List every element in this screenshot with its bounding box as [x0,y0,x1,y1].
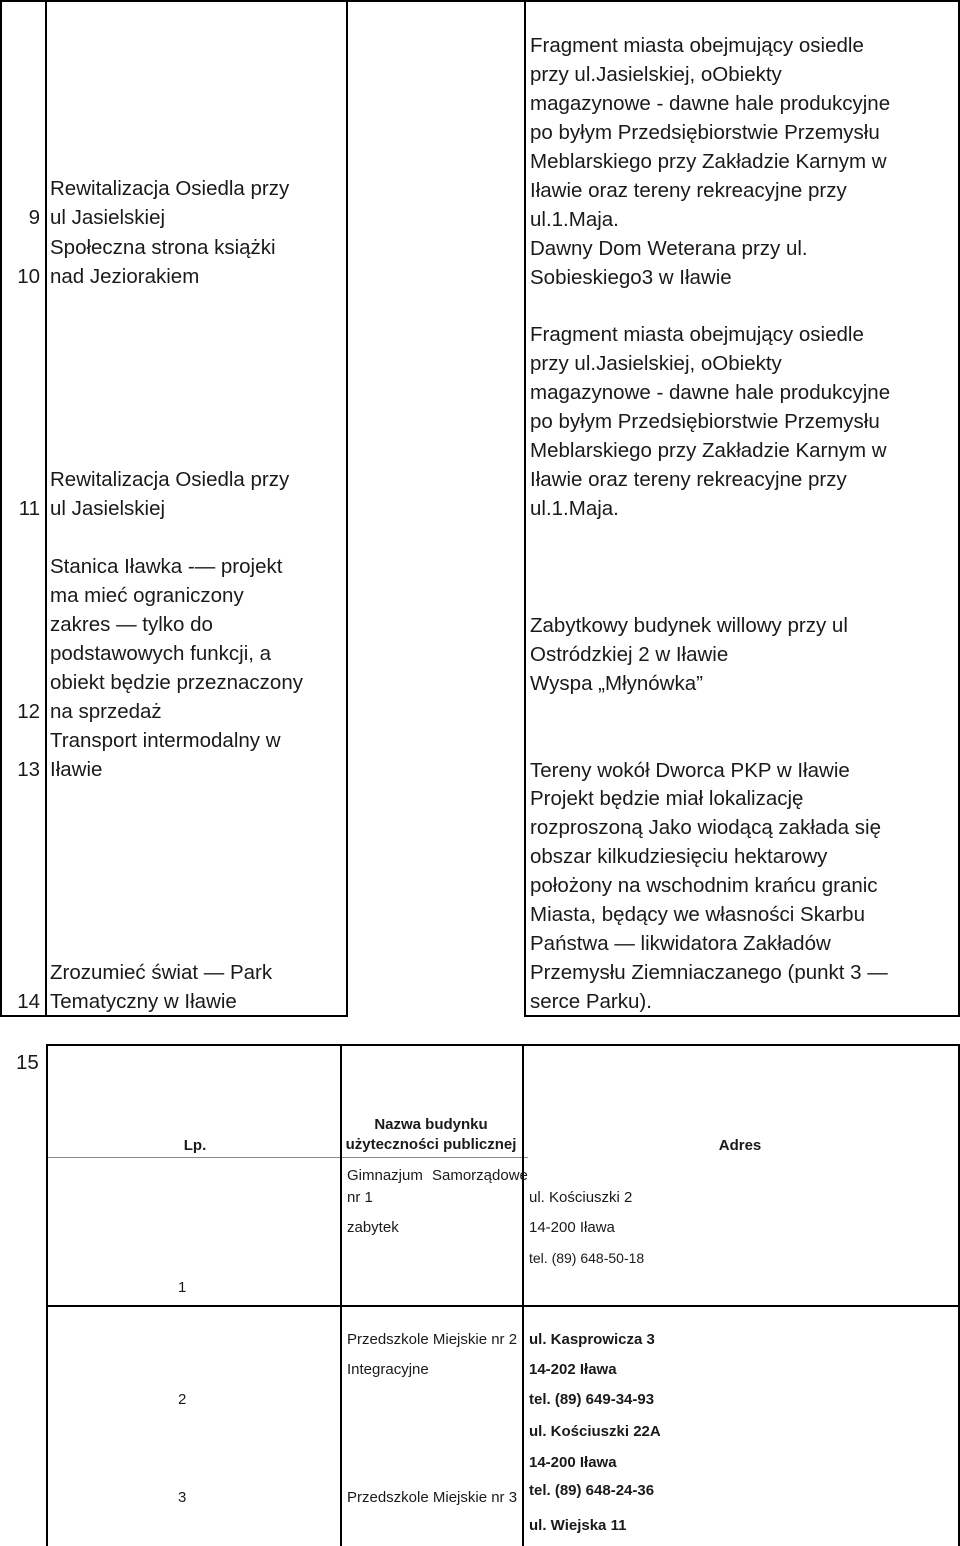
lower-table-top-border [46,1044,960,1046]
location-line: Iławie oraz tereny rekreacyjne przy [530,179,847,202]
project-name-line: Społeczna strona książki [50,236,276,259]
lp-number: 1 [178,1279,187,1296]
location-line: po byłym Przedsiębiorstwie Przemysłu [530,410,880,433]
location-line: serce Parku). [530,990,652,1013]
header-address: Adres [718,1137,762,1154]
location-line: magazynowe - dawne hale produkcyjne [530,92,891,115]
row-number: 12 [17,700,40,723]
project-name-line: Rewitalizacja Osiedla przy [50,468,290,491]
upper-table-col-divider-num [45,0,47,1017]
project-name-line: na sprzedaż [50,700,162,723]
project-name-line: nad Jeziorakiem [50,265,200,288]
location-line: po byłym Przedsiębiorstwie Przemysłu [530,121,880,144]
address-line: ul. Kościuszki 2 [529,1189,633,1206]
lower-table-row-divider [46,1305,960,1307]
location-line: Meblarskiego przy Zakładzie Karnym w [530,150,887,173]
row-number: 13 [17,758,40,781]
address-line: 14-202 Iława [529,1361,617,1378]
building-name: Samorządowe [432,1167,528,1184]
row-number: 10 [17,265,40,288]
lower-table-left-border [46,1044,48,1546]
row-number: 14 [17,990,40,1013]
lower-table-header-underline [48,1157,528,1158]
project-name-line: zakres — tylko do [50,613,213,636]
project-name-line: Stanica Iławka -— projekt [50,555,283,578]
address-line: ul. Kasprowicza 3 [529,1331,655,1348]
address-line: ul. Wiejska 11 [529,1517,627,1534]
project-name-line: obiekt będzie przeznaczony [50,671,303,694]
project-name-line: Tematyczny w Iławie [50,990,237,1013]
location-line: położony na wschodnim krańcu granic [530,874,878,897]
location-line: ul.1.Maja. [530,497,619,520]
building-name: zabytek [347,1219,399,1236]
address-line: tel. (89) 649-34-93 [529,1391,655,1408]
location-line: ul.1.Maja. [530,208,619,231]
lower-table-col-divider-address [522,1044,524,1546]
location-line: rozproszoną Jako wiodącą zakłada się [530,816,881,839]
project-name-line: Transport intermodalny w [50,729,281,752]
location-line: Iławie oraz tereny rekreacyjne przy [530,468,847,491]
upper-table-top-border [0,0,960,2]
project-name-line: ma mieć ograniczony [50,584,244,607]
address-line: ul. Kościuszki 22A [529,1423,661,1440]
lp-number: 2 [178,1391,187,1408]
location-line: Dawny Dom Weterana przy ul. [530,237,808,260]
location-line: obszar kilkudziesięciu hektarowy [530,845,828,868]
location-line: przy ul.Jasielskiej, oObiekty [530,352,782,375]
header-lp: Lp. [183,1137,207,1154]
location-line: Projekt będzie miał lokalizację [530,787,804,810]
location-line: Zabytkowy budynek willowy przy ul [530,614,848,637]
building-name: Gimnazjum [347,1167,423,1184]
upper-table-col-divider-empty [524,0,526,1017]
project-name-line: Rewitalizacja Osiedla przy [50,177,290,200]
row-number: 11 [18,497,40,520]
address-line: tel. (89) 648-24-36 [529,1482,655,1499]
project-name-line: Iławie [50,758,103,781]
row-number: 9 [28,206,40,229]
location-line: Tereny wokół Dworca PKP w Iławie [530,759,850,782]
project-name-line: ul Jasielskiej [50,206,166,229]
project-name-line: podstawowych funkcji, a [50,642,272,665]
project-name-line: ul Jasielskiej [50,497,166,520]
location-line: Fragment miasta obejmujący osiedle [530,34,864,57]
address-line: 14-200 Iława [529,1454,617,1471]
location-line: Państwa — likwidatora Zakładów [530,932,831,955]
upper-table-col-divider-name [346,0,348,1017]
lp-number: 3 [178,1489,187,1506]
location-line: Sobieskiego3 w Iławie [530,266,732,289]
location-line: Wyspa „Młynówka” [530,672,703,695]
project-name-line: Zrozumieć świat — Park [50,961,273,984]
building-name: Integracyjne [347,1361,429,1378]
location-line: Przemysłu Ziemniaczanego (punkt 3 — [530,961,888,984]
location-line: przy ul.Jasielskiej, oObiekty [530,63,782,86]
header-building-name: Nazwa budynku [374,1116,488,1133]
location-line: Miasta, będący we własności Skarbu [530,903,865,926]
location-line: Fragment miasta obejmujący osiedle [530,323,864,346]
location-line: Meblarskiego przy Zakładzie Karnym w [530,439,887,462]
building-name: nr 1 [347,1189,373,1206]
header-building-name: użyteczności publicznej [345,1136,517,1153]
location-line: Ostródzkiej 2 w Iławie [530,643,729,666]
address-line: tel. (89) 648-50-18 [529,1250,645,1266]
building-name: Przedszkole Miejskie nr 2 [347,1331,518,1348]
building-name: Przedszkole Miejskie nr 3 [347,1489,518,1506]
section-number: 15 [16,1051,39,1074]
address-line: 14-200 Iława [529,1219,615,1236]
location-line: magazynowe - dawne hale produkcyjne [530,381,891,404]
